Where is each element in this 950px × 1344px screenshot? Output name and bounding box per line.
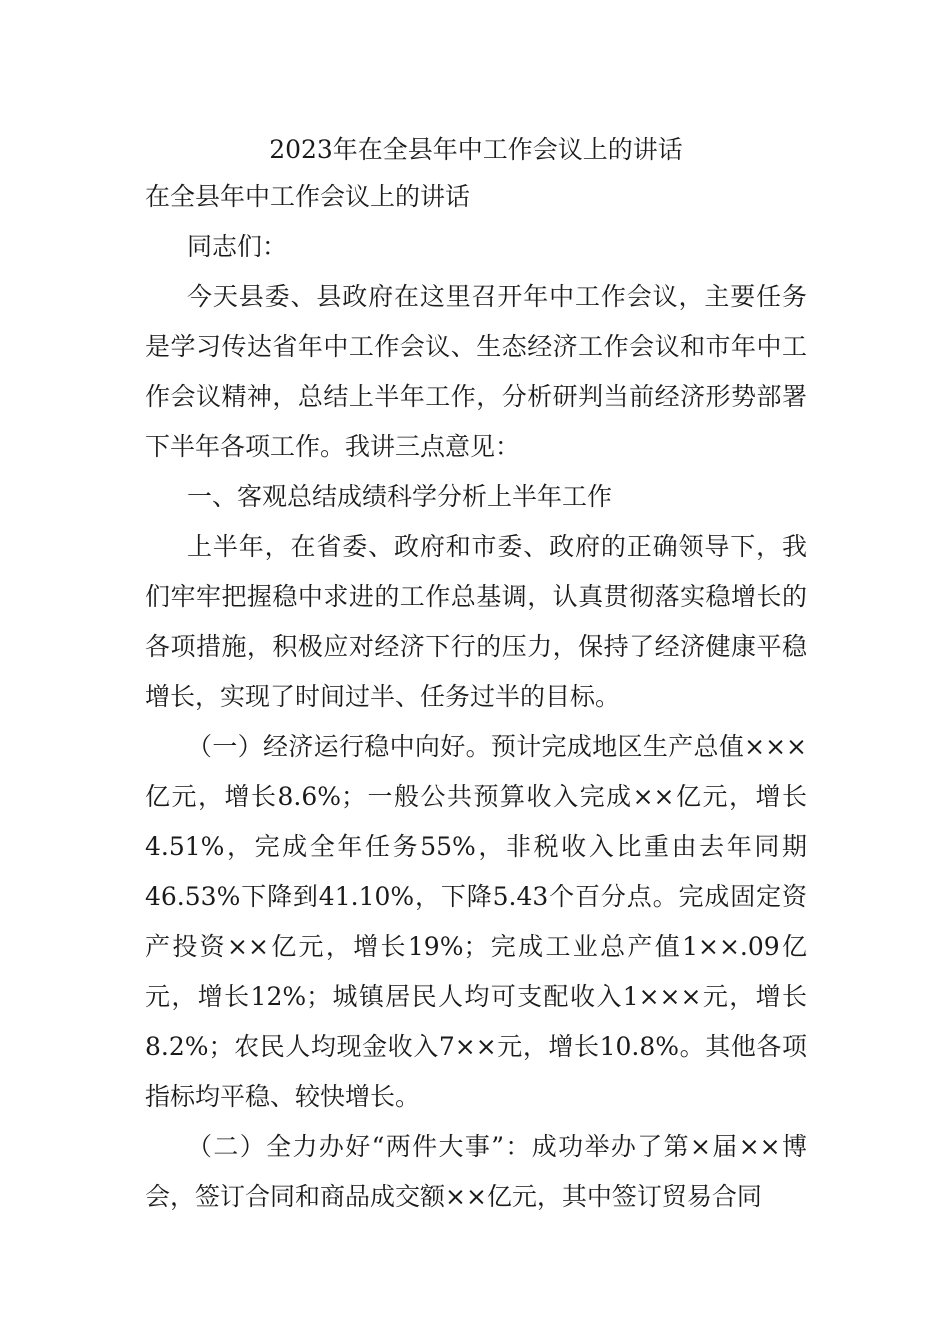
document-body xyxy=(145,128,807,1222)
salutation: 同志们： xyxy=(187,232,288,261)
paragraph-summary: 上半年，在省委、政府和市委、政府的正确领导下，我们牢牢把握稳中求进的工作总基调，认真贯彻落实稳增长的各项措施，积极应对经济下行的压力，保持了经济健康平稳增长，实现了时间过半、任务过半的目标。 xyxy=(145,532,807,711)
document-title: 2023年在全县年中工作会议上的讲话 xyxy=(269,135,683,164)
paragraph-intro: 今天县委、县政府在这里召开年中工作会议，主要任务是学习传达省年中工作会议、生态经济工作会议和市年中工作会议精神，总结上半年工作，分析研判当前经济形势部署下半年各项工作。我讲三点意见： xyxy=(145,282,807,461)
paragraph-two-events: （二）全力办好“两件大事”：成功举办了第×届××博会，签订合同和商品成交额××亿元，其中签订贸易合同 xyxy=(145,1132,807,1211)
document-subtitle: 在全县年中工作会议上的讲话 xyxy=(145,182,471,211)
paragraph-economy: （一）经济运行稳中向好。预计完成地区生产总值×××亿元，增长8.6%；一般公共预算收入完成××亿元，增长4.51%，完成全年任务55%，非税收入比重由去年同期46.53%下降到41.10%，下降5.43个百分点。完成固定资产投资××亿元，增长19%；完成工业总产值1××.09亿元，增长12%；城镇居民人均可支配收入1×××元，增长8.2%；农民人均现金收入7××元，增长10.8%。其他各项指标均平稳、较快增长。 xyxy=(145,732,807,1111)
section-heading-1: 一、客观总结成绩科学分析上半年工作 xyxy=(187,482,613,511)
